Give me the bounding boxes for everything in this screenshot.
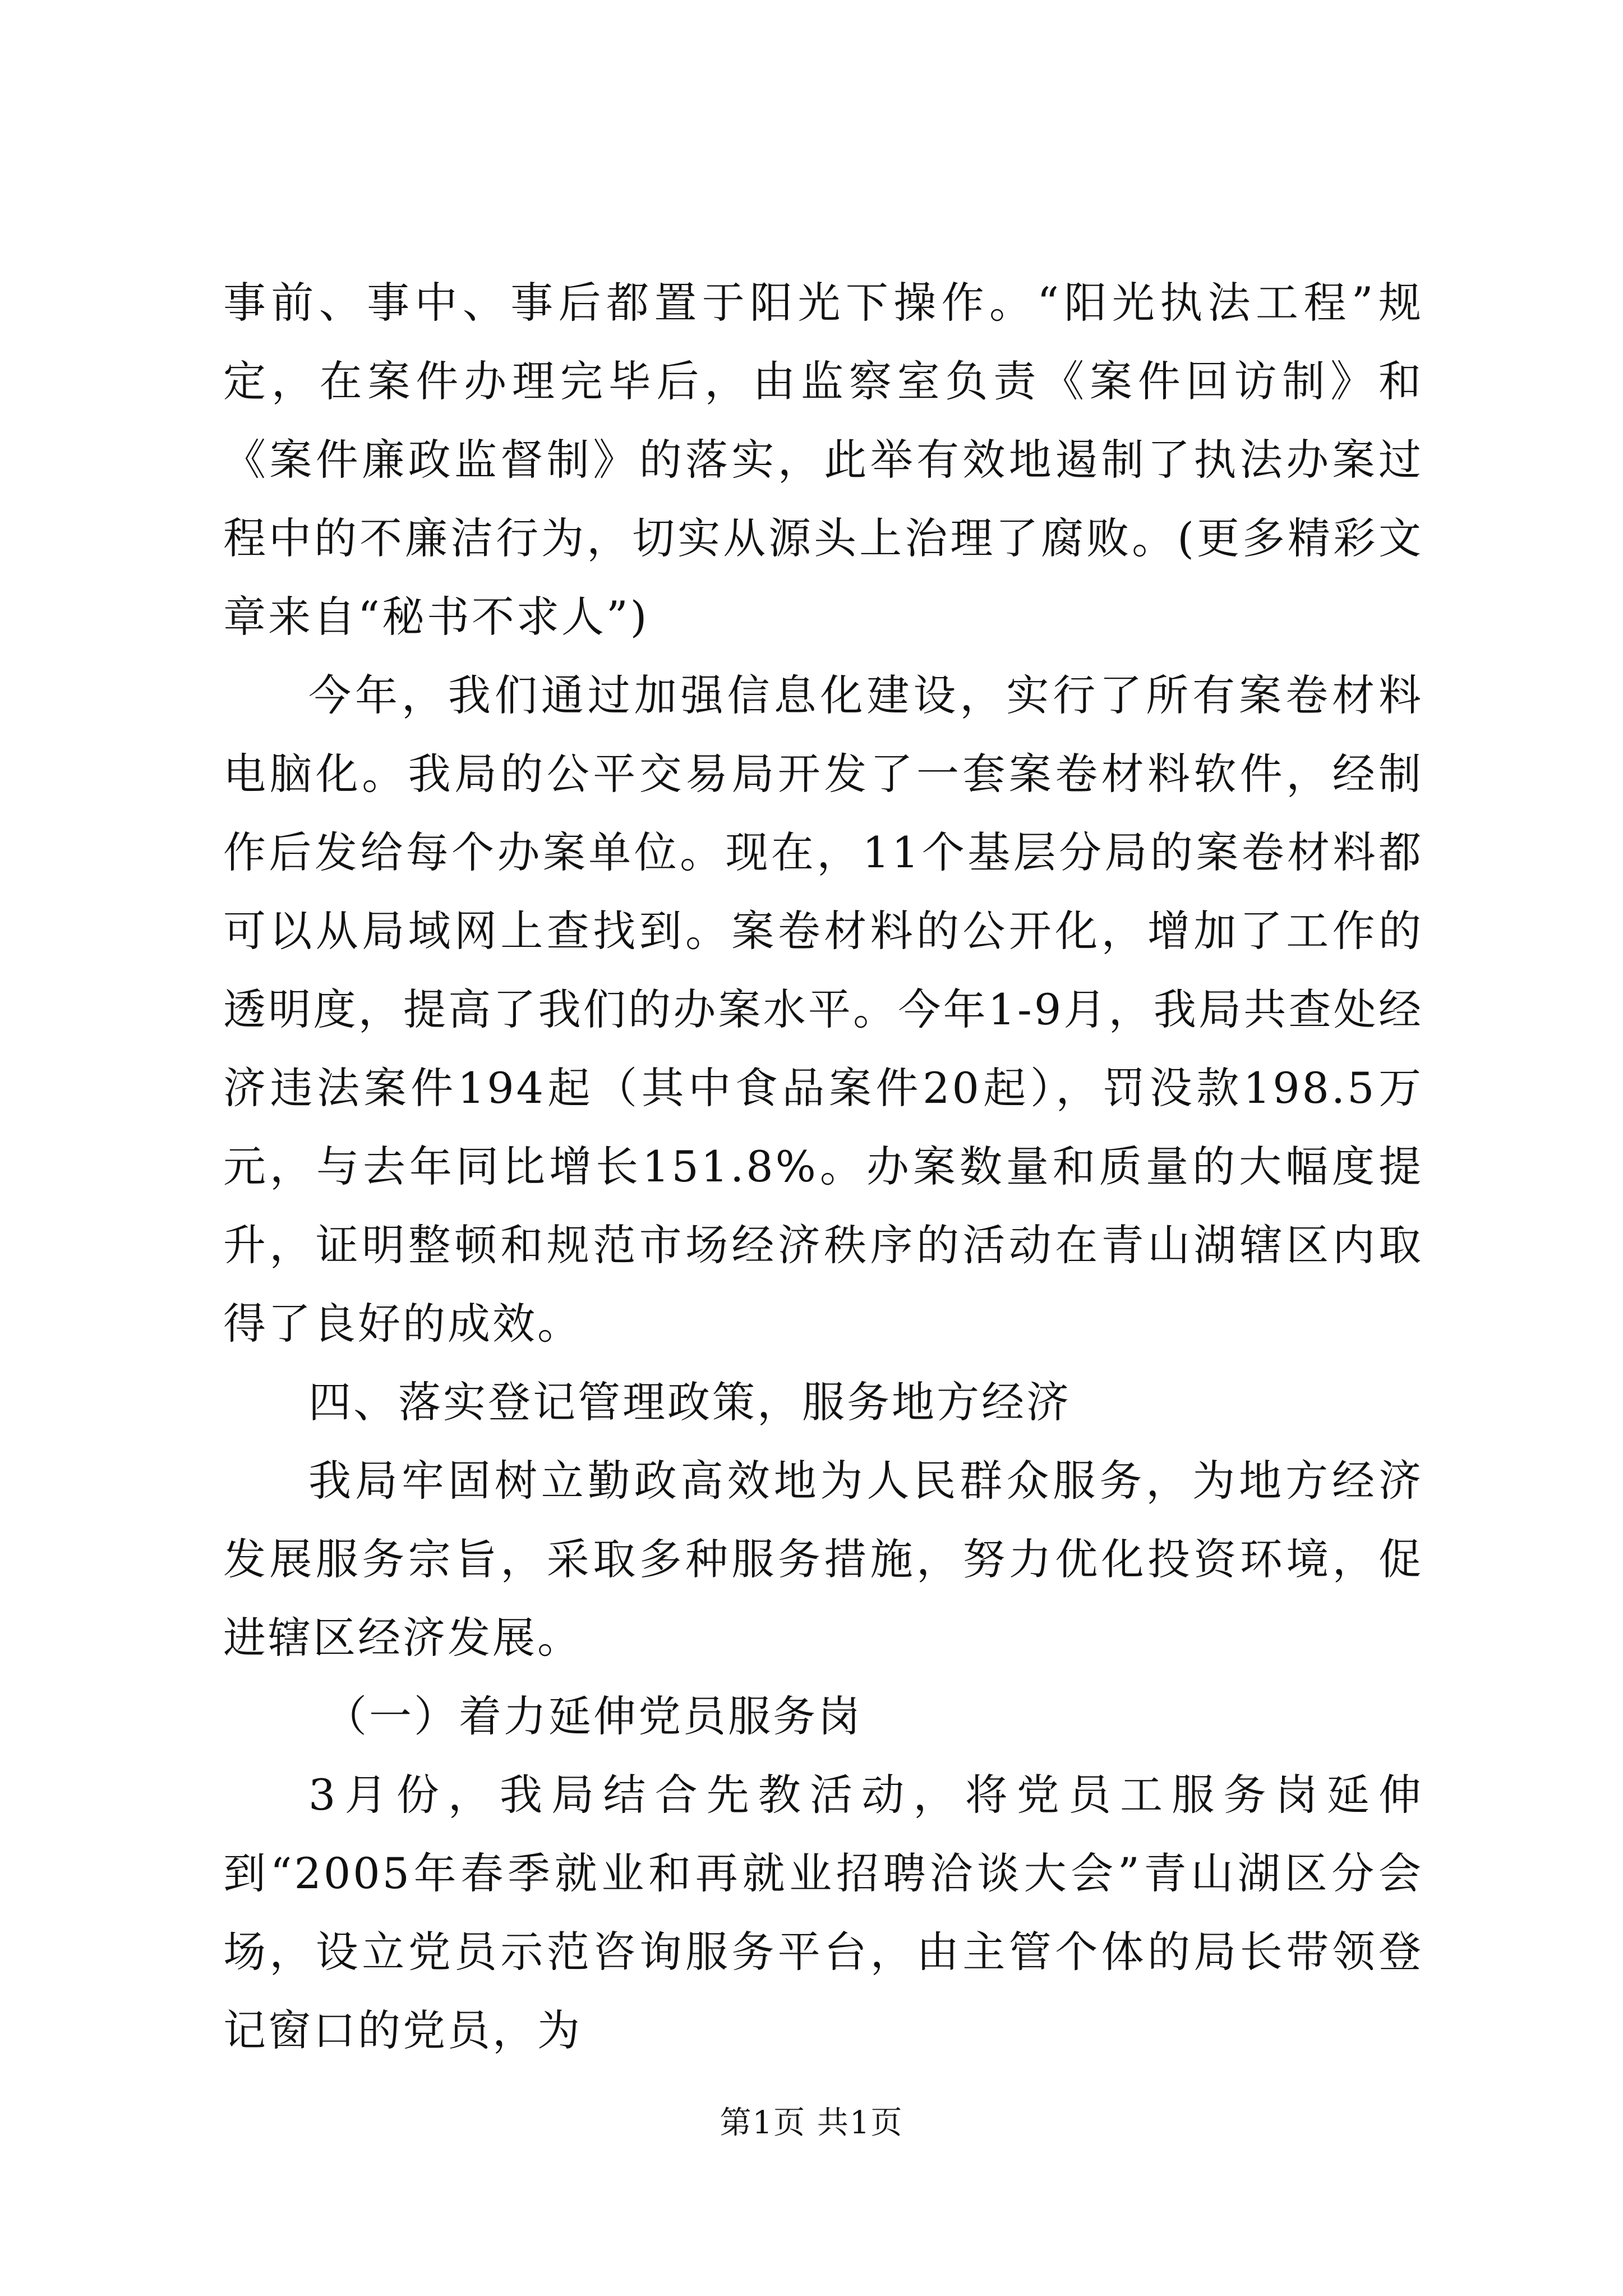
document-body <box>223 264 1423 2070</box>
paragraph-informatization: 今年，我们通过加强信息化建设，实行了所有案卷材料电脑化。我局的公平交易局开发了一套案卷材料软件，经制作后发给每个办案单位。现在，11个基层分局的案卷材料都可以从局域网上查找到。案卷材料的公开化，增加了工作的透明度，提高了我们的办案水平。今年1-9月，我局共查处经济违法案件194起（其中食品案件20起），罚没款198.5万元，与去年同比增长151.8%。办案数量和质量的大幅度提升，证明整顿和规范市场经济秩序的活动在青山湖辖区内取得了良好的成效。 <box>223 670 1423 1349</box>
section-heading: 四、落实登记管理政策，服务地方经济 <box>308 1377 1071 1427</box>
subsection-heading: （一）着力延伸党员服务岗 <box>324 1691 863 1741</box>
paragraph-service-purpose: 我局牢固树立勤政高效地为人民群众服务，为地方经济发展服务宗旨，采取多种服务措施，努力优化投资环境，促进辖区经济发展。 <box>223 1456 1423 1663</box>
paragraph-march-activity: 3月份，我局结合先教活动，将党员工服务岗延伸到“2005年春季就业和再就业招聘洽谈大会”青山湖区分会场，设立党员示范咨询服务平台，由主管个体的局长带领登记窗口的党员，为 <box>223 1770 1423 2055</box>
paragraph-continuation: 事前、事中、事后都置于阳光下操作。“阳光执法工程”规定，在案件办理完毕后，由监察室负责《案件回访制》和《案件廉政监督制》的落实，此举有效地遏制了执法办案过程中的不廉洁行为，切实从源头上治理了腐败。(更多精彩文章来自“秘书不求人”) <box>223 278 1423 642</box>
page-footer: 第1页 共1页 <box>720 2105 903 2141</box>
